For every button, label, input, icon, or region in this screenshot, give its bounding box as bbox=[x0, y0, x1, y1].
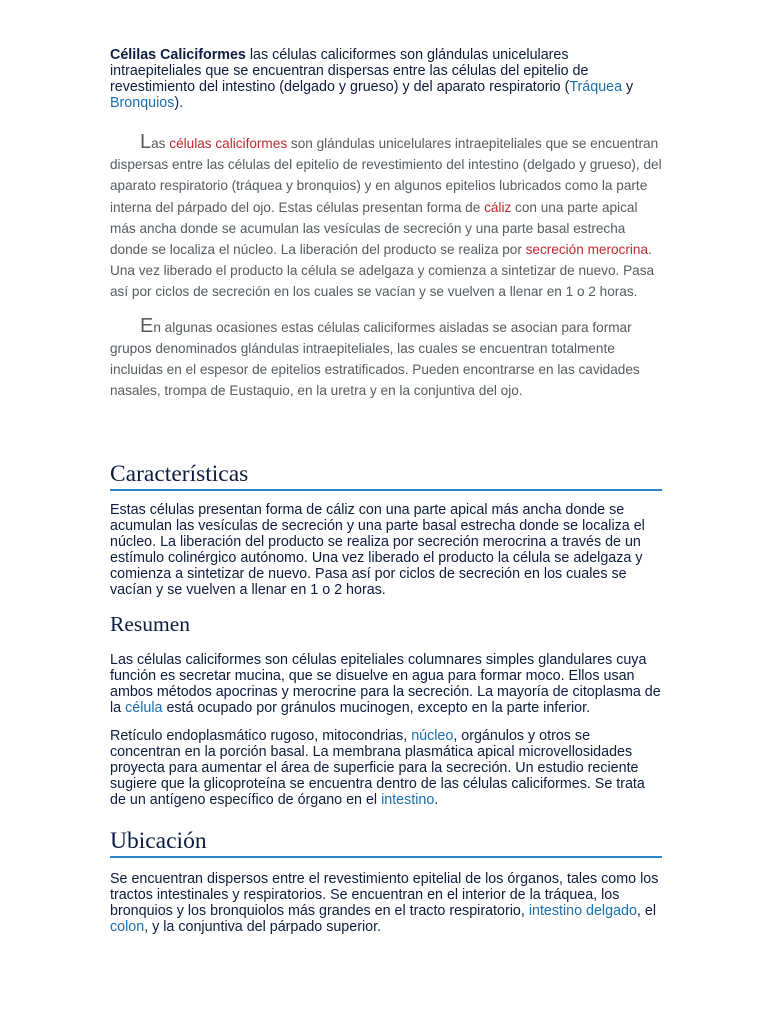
paragraph-text: Las células caliciformes son células epiteliales columnares simples glandulares cuya función es secretar mucina, que se disuelve en agua para formar moco. Ellos usan ambos métodos apocrinas y merocrine para la secreción. La mayoría de citoplasma de la bbox=[110, 652, 661, 717]
resumen-paragraph-2 bbox=[110, 728, 662, 808]
link-caliz[interactable]: cáliz bbox=[484, 199, 512, 215]
paragraph-text: , el bbox=[636, 903, 656, 920]
intro-title: Célilas Caliciformes bbox=[110, 47, 246, 63]
link-colon[interactable]: colon bbox=[110, 919, 145, 936]
heading-caracteristicas: Características bbox=[110, 461, 662, 491]
drop-cap: E bbox=[140, 314, 154, 337]
resumen-paragraph-1 bbox=[110, 652, 662, 716]
paragraph-text: . bbox=[434, 792, 439, 809]
heading-ubicacion: Ubicación bbox=[110, 828, 662, 858]
link-intestino-delgado[interactable]: intestino delgado bbox=[528, 903, 637, 920]
link-nucleo[interactable]: núcleo bbox=[411, 728, 454, 745]
intro-paragraph bbox=[110, 47, 662, 111]
intro-text: las células caliciformes son glándulas unicelulares intraepiteliales que se encuentran dispersas entre las células del epitelio de revestimiento del intestino (delgado y grueso) y del aparato respiratorio ( bbox=[110, 47, 589, 95]
intro-text: ). bbox=[174, 95, 184, 111]
paragraph-text: n algunas ocasiones estas células caliciformes aisladas se asocian para formar grupos denominados glándulas intraepiteliales, las cuales se encuentran totalmente incluidas en el espesor de epitelios estratificados. Pueden encontrarse en las cavidades nasales, trompa de Eustaquio, en la uretra y en la conjuntiva del ojo. bbox=[110, 319, 640, 399]
paragraph-text: está ocupado por gránulos mucinogen, excepto en la parte inferior. bbox=[162, 700, 591, 717]
paragraph-ocasiones bbox=[110, 316, 662, 402]
caracteristicas-paragraph: Estas células presentan forma de cáliz con una parte apical más ancha donde se acumulan las vesículas de secreción y una parte basal estrecha donde se localiza el núcleo. La liberación del producto se realiza por secreción merocrina a través de un estímulo colinérgico autónomo. Una vez liberado el producto la célula se adelgaza y comienza a sintetizar de nuevo. Pasa así por ciclos de secreción en los cuales se vacían y se vuelven a llenar en 1 o 2 horas. bbox=[110, 502, 645, 599]
link-celula[interactable]: célula bbox=[125, 700, 163, 717]
heading-resumen: Resumen bbox=[110, 612, 191, 637]
link-bronquios[interactable]: Bronquios bbox=[110, 95, 175, 111]
paragraph-text: Se encuentran dispersos entre el revestimiento epitelial de los órganos, tales como los tractos intestinales y respiratorios. Se encuentran en el interior de la tráquea, los bronquios y los bronquiolos más grandes en el tracto respiratorio, bbox=[110, 871, 659, 920]
paragraph-celulas bbox=[110, 132, 662, 303]
paragraph-text: . Una vez liberado el producto la célula se adelgaza y comienza a sintetizar de nuevo. Pasa así por ciclos de secreción en los cuales se vacían y se vuelven a llenar en 1 o 2 horas. bbox=[110, 242, 655, 300]
intro-text: y bbox=[622, 79, 634, 95]
link-traquea[interactable]: Tráquea bbox=[569, 79, 623, 95]
paragraph-text: , y la conjuntiva del párpado superior. bbox=[144, 919, 382, 936]
link-celulas-caliciformes[interactable]: células caliciformes bbox=[169, 136, 288, 151]
link-intestino[interactable]: intestino bbox=[381, 792, 435, 809]
drop-cap: L bbox=[140, 131, 152, 153]
paragraph-text: son glándulas unicelulares intraepiteliales que se encuentran dispersas entre las células del epitelio de revestimiento del intestino (delgado y grueso), del aparato respiratorio (tráquea y bronquios) y en algunos epitelios lubricados como la parte interna del párpado del ojo. Estas células presentan forma de bbox=[110, 136, 662, 215]
paragraph-text: Retículo endoplasmático rugoso, mitocondrias, bbox=[110, 728, 412, 745]
paragraph-text: , orgánulos y otros se concentran en la porción basal. La membrana plasmática apical microvellosidades proyecta para aumentar el área de superficie para la secreción. Un estudio reciente sugiere que la glicoproteína se encuentra dentro de las células caliciformes. Se trata de un antígeno específico de órgano en el bbox=[110, 728, 645, 809]
paragraph-text: con una parte apical más ancha donde se acumulan las vesículas de secreción y una parte basal estrecha donde se localiza el núcleo. La liberación del producto se realiza por bbox=[110, 199, 638, 258]
paragraph-text: as bbox=[151, 136, 170, 151]
ubicacion-paragraph bbox=[110, 871, 662, 935]
document-page bbox=[110, 47, 662, 935]
link-secrecion-merocrina[interactable]: secreción merocrina bbox=[525, 242, 649, 258]
